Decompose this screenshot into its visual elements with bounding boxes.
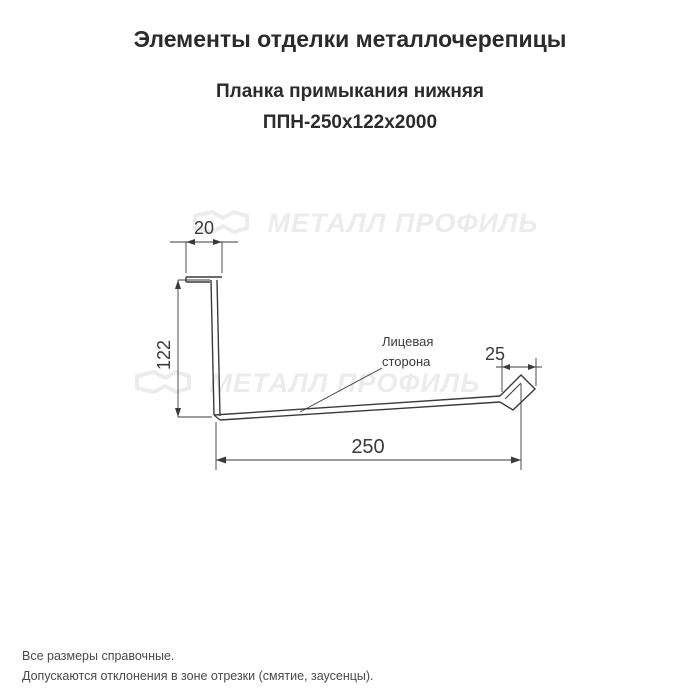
dimension-label-250: 250 (351, 436, 385, 458)
dimension-label-20: 20 (193, 218, 215, 238)
dimension-right-25 (485, 344, 542, 392)
page-title: Элементы отделки металлочерепицы (133, 26, 567, 52)
watermark-text: МЕТАЛЛ ПРОФИЛЬ (267, 208, 539, 238)
face-side-label-line1: Лицевая (382, 334, 434, 349)
technical-drawing (0, 170, 700, 530)
header-block (0, 0, 700, 135)
face-side-label-line2: сторона (382, 354, 431, 369)
dimension-left-122 (154, 280, 212, 417)
footer-notes (22, 647, 374, 686)
dimension-bottom-250 (216, 384, 521, 470)
footer-note-1: Все размеры справочные. (22, 649, 175, 664)
drawing-svg (0, 170, 700, 530)
product-code: ППН-250x122x2000 (262, 112, 438, 134)
dimension-top-20 (170, 218, 238, 273)
product-name: Планка примыкания нижняя (215, 80, 485, 102)
dimension-label-122: 122 (154, 339, 174, 371)
face-side-callout (300, 334, 433, 412)
watermark-text: МЕТАЛЛ ПРОФИЛЬ (209, 368, 481, 398)
footer-note-2: Допускаются отклонения в зоне отрезки (смятие, заусенцы). (22, 668, 374, 683)
profile-outline (186, 277, 535, 420)
dimension-label-25: 25 (484, 344, 506, 364)
